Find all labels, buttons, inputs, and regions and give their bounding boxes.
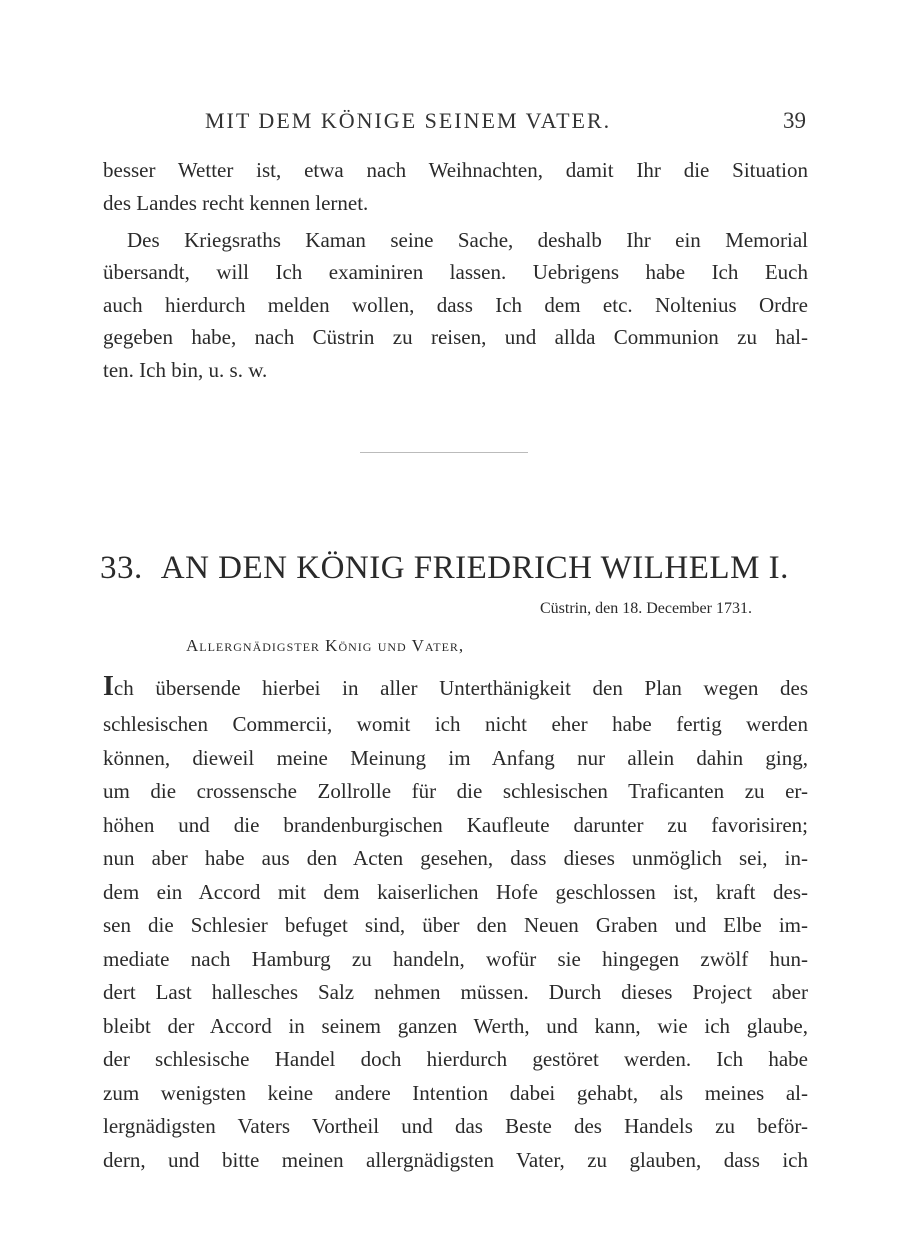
first-line-rest: ch übersende hierbei in aller Unterthänigkeit den Plan wegen des xyxy=(113,676,808,700)
text-line: dert Last hallesches Salz nehmen müssen. Durch dieses Project aber xyxy=(103,980,808,1004)
letter-heading: AN DEN KÖNIG FRIEDRICH WILHELM I. xyxy=(160,550,789,586)
letter-title xyxy=(100,550,789,587)
text-line: gegeben habe, nach Cüstrin zu reisen, und allda Communion zu hal- xyxy=(103,325,808,349)
text-line: der schlesische Handel doch hierdurch gestöret werden. Ich habe xyxy=(103,1047,808,1071)
text-line: besser Wetter ist, etwa nach Weihnachten, damit Ihr die Situation xyxy=(103,158,808,182)
text-line: mediate nach Hamburg zu handeln, wofür sie hingegen zwölf hun- xyxy=(103,946,808,971)
text-line: zum wenigsten keine andere Intention dabei gehabt, als meines al- xyxy=(103,1080,808,1105)
letter-number: 33. xyxy=(100,550,143,586)
text-line xyxy=(103,671,808,702)
text-line: dern, und bitte meinen allergnädigsten Vater, zu glauben, dass ich xyxy=(103,1147,808,1172)
text-line: höhen und die brandenburgischen Kaufleute darunter zu favorisiren; xyxy=(103,812,808,837)
text-line: ten. Ich bin, u. s. w. xyxy=(103,358,268,382)
drop-cap: I xyxy=(103,671,114,702)
text-line: bleibt der Accord in seinem ganzen Werth, und kann, wie ich glaube, xyxy=(103,1013,808,1038)
page-number: 39 xyxy=(783,108,806,133)
salutation: Allergnädigster König und Vater, xyxy=(186,636,465,655)
text-line: lergnädigsten Vaters Vortheil und das Beste des Handels zu beför- xyxy=(103,1114,808,1138)
place-date: Cüstrin, den 18. December 1731. xyxy=(540,600,752,617)
text-line: dem ein Accord mit dem kaiserlichen Hofe geschlossen ist, kraft des- xyxy=(103,879,808,904)
text-line: auch hierdurch melden wollen, dass Ich dem etc. Noltenius Ordre xyxy=(103,293,808,317)
text-line: sen die Schlesier befuget sind, über den Neuen Graben und Elbe im- xyxy=(103,913,808,937)
text-line: können, dieweil meine Meinung im Anfang nur allein dahin ging, xyxy=(103,745,808,770)
text-line: übersandt, will Ich examiniren lassen. Uebrigens habe Ich Euch xyxy=(103,260,808,284)
text-line: des Landes recht kennen lernet. xyxy=(103,191,369,215)
text-line: Des Kriegsraths Kaman seine Sache, deshalb Ihr ein Memorial xyxy=(127,228,808,252)
text-line: nun aber habe aus den Acten gesehen, dass dieses unmöglich sei, in- xyxy=(103,846,808,870)
running-head: MIT DEM KÖNIGE SEINEM VATER. xyxy=(205,108,612,133)
section-divider xyxy=(360,452,528,453)
text-line: um die crossensche Zollrolle für die schlesischen Traficanten zu er- xyxy=(103,779,808,803)
text-line: schlesischen Commercii, womit ich nicht eher habe fertig werden xyxy=(103,712,808,736)
